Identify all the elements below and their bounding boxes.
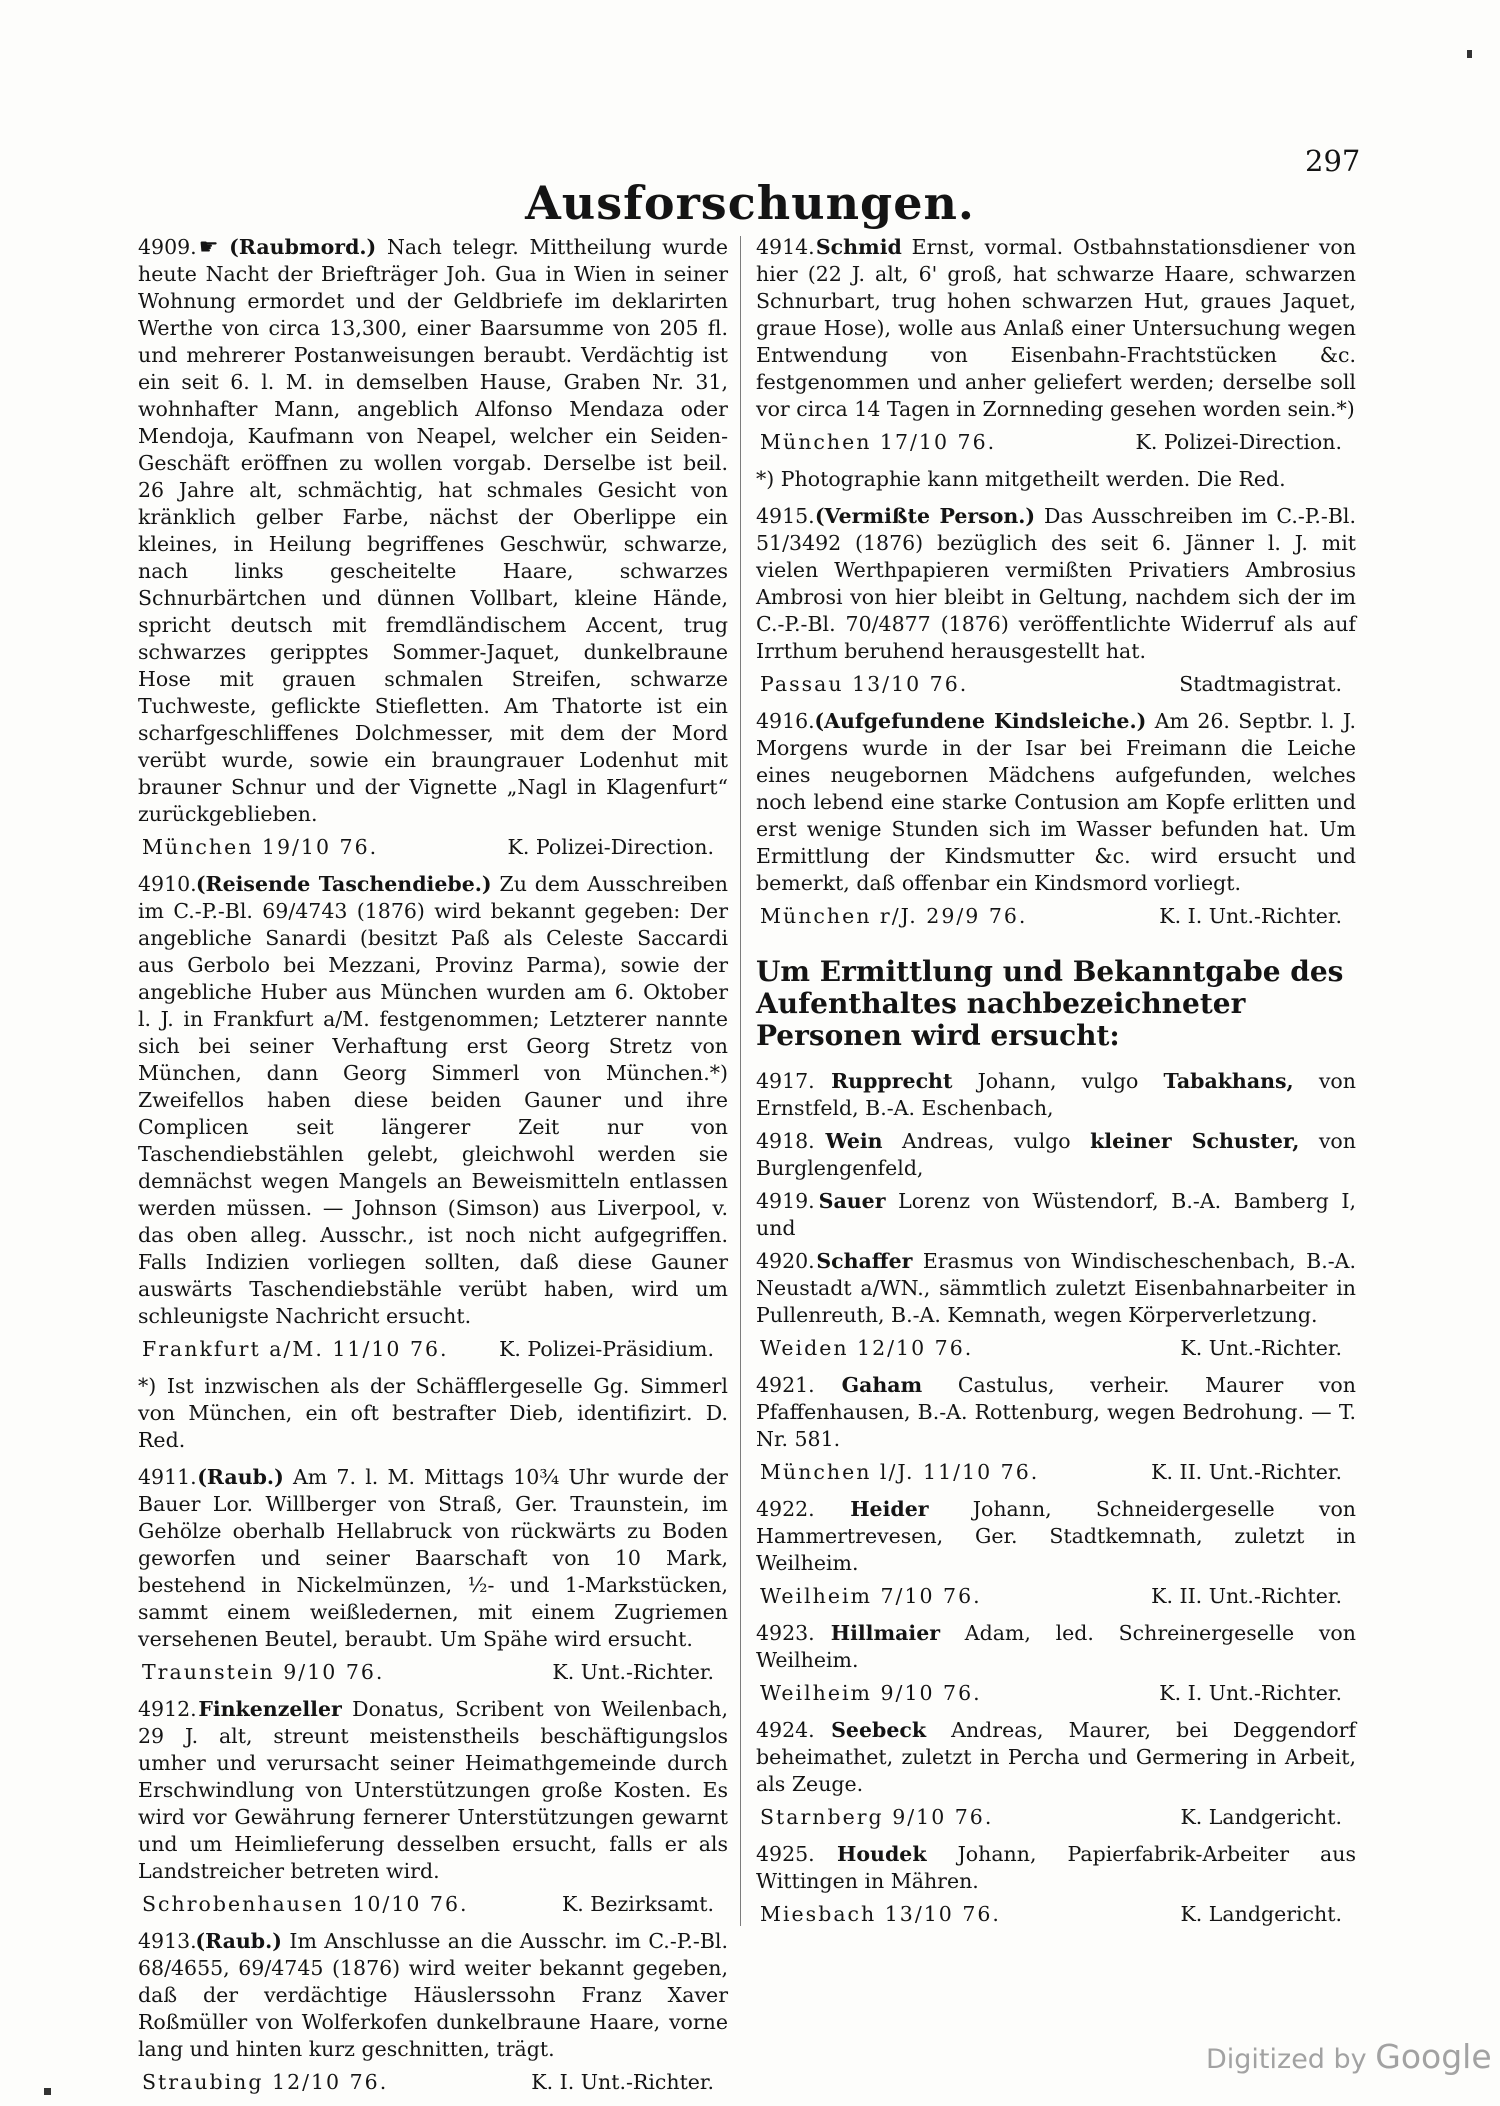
entry-keyword: Schmid	[815, 235, 902, 259]
signature-line	[756, 429, 1356, 456]
entry-body: Johann, vulgo	[977, 1069, 1139, 1093]
entry-4920	[756, 1248, 1356, 1362]
signature-place: Weilheim 9/10 76.	[760, 1681, 982, 1705]
signature-line	[756, 1335, 1356, 1362]
entry-keyword: Hillmaier	[830, 1621, 941, 1645]
signature-line	[756, 1680, 1356, 1707]
signature-line	[138, 2069, 728, 2096]
entry-number: 4911.	[138, 1465, 197, 1489]
entry-body: Lorenz von Wüstendorf, B.-A. Bamberg I, und	[756, 1189, 1356, 1240]
signature-office: K. I. Unt.-Richter.	[1159, 1681, 1342, 1705]
signature-office: Stadtmagistrat.	[1179, 672, 1342, 696]
signature-office: K. Bezirksamt.	[561, 1892, 714, 1916]
signature-line	[138, 1659, 728, 1686]
entry-4918	[756, 1128, 1356, 1182]
entry-number: 4924.	[756, 1718, 815, 1742]
entry-keyword: Gaham	[841, 1373, 923, 1397]
signature-line	[756, 671, 1356, 698]
entry-number: 4925.	[756, 1842, 815, 1866]
section-heading: Um Ermittlung und Bekanntgabe des Aufenthaltes nachbezeichneter Personen wird ersucht:	[756, 955, 1344, 1052]
entry-4912	[138, 1696, 728, 1918]
entry-4911	[138, 1464, 728, 1686]
entry-origin: von Ernstfeld, B.-A. Eschenbach,	[756, 1069, 1356, 1120]
entry-keyword: (Raub.)	[197, 1465, 284, 1489]
entry-number: 4923.	[756, 1621, 815, 1645]
entry-body: Das Ausschreiben im C.-P.-Bl. 51/3492 (1876) bezüglich des seit 6. Jänner l. J. mit vielen Werthpapieren vermißten Privatiers Ambrosius Ambrosi von hier bleibt in Geltung, nachdem sich der im C.-P.-Bl. 70/4877 (1876) veröffentlichte Widerruf als auf Irrthum beruhend herausgestellt hat.	[756, 504, 1356, 663]
entry-number: 4915.	[756, 504, 815, 528]
entry-4910	[138, 871, 728, 1363]
entry-body: Erasmus von Windischeschenbach, B.-A. Neustadt a/WN., sämmtlich zuletzt Eisenbahnarbeiter in Pullenreuth, B.-A. Kemnath, wegen Körperverletzung.	[756, 1249, 1356, 1327]
entry-body: Castulus, verheir. Maurer von Pfaffenhausen, B.-A. Rottenburg, wegen Bedrohung. — T. Nr. 581.	[756, 1373, 1356, 1451]
signature-place: Straubing 12/10 76.	[142, 2070, 389, 2094]
entry-body: Im Anschlusse an die Ausschr. im C.-P.-Bl. 68/4655, 69/4745 (1876) wird weiter bekannt gegeben, daß der verdächtige Häuslerssohn Franz Xaver Roßmüller von Wolferkofen dunkelbraune Haare, vorne lang und hinten kurz geschnitten, trägt.	[138, 1929, 728, 2061]
signature-office: K. Unt.-Richter.	[1180, 1336, 1342, 1360]
signature-line	[756, 903, 1356, 930]
signature-place: Weiden 12/10 76.	[760, 1336, 974, 1360]
pointing-hand-icon: ☛	[198, 235, 219, 260]
entry-body: Johann, Papierfabrik-Arbeiter aus Wittingen in Mähren.	[756, 1842, 1356, 1893]
entry-body: Johann, Schneidergeselle von Hammertrevesen, Ger. Stadtkemnath, zuletzt in Weilheim.	[756, 1497, 1356, 1575]
signature-office: K. Polizei-Präsidium.	[499, 1337, 714, 1361]
entry-alias: Tabakhans,	[1163, 1069, 1294, 1093]
entry-keyword: (Raub.)	[195, 1929, 282, 1953]
signature-place: Passau 13/10 76.	[760, 672, 969, 696]
entry-number: 4921.	[756, 1373, 815, 1397]
entry-body: Am 7. l. M. Mittags 10¾ Uhr wurde der Bauer Lor. Willberger von Straß, Ger. Traunstein, im Gehölze oberhalb Hellabruck von rückwärts zu Boden geworfen und seiner Baarschaft von 10 Mark, bestehend in Nickelmünzen, ½- und 1-Markstücken, sammt einem weißledernen, mit einem Zugriemen versehenen Beutel, beraubt. Um Spähe wird ersucht.	[138, 1465, 728, 1651]
signature-place: München 17/10 76.	[760, 430, 997, 454]
entry-4913	[138, 1928, 728, 2096]
signature-line	[138, 1891, 728, 1918]
column-divider	[740, 236, 741, 1926]
entry-number: 4910.	[138, 872, 197, 896]
entry-number: 4917.	[756, 1069, 815, 1093]
signature-office: K. Landgericht.	[1180, 1902, 1342, 1926]
entry-number: 4909.	[138, 235, 197, 259]
entry-4915	[756, 503, 1356, 698]
signature-place: Traunstein 9/10 76.	[142, 1660, 385, 1684]
entry-keyword: Schaffer	[816, 1249, 913, 1273]
entry-4922	[756, 1496, 1356, 1610]
entry-body: Nach telegr. Mittheilung wurde heute Nacht der Briefträger Joh. Gua in Wien in seiner Wohnung ermordet und der Geldbriefe im deklarirten Werthe von circa 13,300, einer Baarsumme von 205 fl. und mehrerer Postanweisungen beraubt. Verdächtig ist ein seit 6. l. M. in demselben Hause, Graben Nr. 31, wohnhafter Mann, angeblich Alfonso Mendaza oder Mendoja, Kaufmann von Neapel, welcher ein Seiden-Geschäft eröffnen zu wollen vorgab. Derselbe ist beil. 26 Jahre alt, schmächtig, hat schmales Gesicht von kränklich gelber Farbe, nächst der Oberlippe ein kleines, in Heilung begriffenes Geschwür, schwarze, nach links gescheitelte Haare, schwarzes Schnurbärtchen und dünnen Vollbart, kleine Hände, spricht deutsch mit fremdländischem Accent, trug schwarzes geripptes Sommer-Jaquet, dunkelbraune Hose mit grauen schmalen Streifen, schwarze Tuchweste, geflickte Stiefletten. Am Thatorte ist ein scharfgeschliffenes Dolchmesser, mit dem der Mord verübt wurde, sowie ein braungrauer Lodenhut mit brauner Schnur und der Vignette „Nagl in Klagenfurt“ zurückgeblieben.	[138, 235, 728, 826]
entry-number: 4919.	[756, 1189, 815, 1213]
entry-keyword: Seebeck	[831, 1718, 927, 1742]
entry-body: Adam, led. Schreinergeselle von Weilheim.	[756, 1621, 1356, 1672]
signature-line	[756, 1804, 1356, 1831]
entry-body: Ernst, vormal. Ostbahnstationsdiener von hier (22 J. alt, 6' groß, hat schwarze Haare, schwarzen Schnurbart, trug hohen schwarzen Hut, graues Jaquet, graue Hose), wolle aus Anlaß einer Untersuchung wegen Entwendung von Eisenbahn-Frachtstücken &c. festgenommen und anher geliefert werden; derselbe soll vor circa 14 Tagen in Zornneding gesehen worden sein.*)	[756, 235, 1356, 421]
signature-place: Miesbach 13/10 76.	[760, 1902, 1001, 1926]
entry-body: Andreas, vulgo	[902, 1129, 1071, 1153]
entry-number: 4922.	[756, 1497, 815, 1521]
signature-place: München l/J. 11/10 76.	[760, 1460, 1040, 1484]
entry-body: Andreas, Maurer, bei Deggendorf beheimathet, zuletzt in Percha und Germering in Arbeit, als Zeuge.	[756, 1718, 1356, 1796]
signature-office: K. I. Unt.-Richter.	[531, 2070, 714, 2094]
footnote: *) Ist inzwischen als der Schäfflergeselle Gg. Simmerl von München, ein oft bestrafter Dieb, identifizirt. D. Red.	[138, 1374, 728, 1452]
entry-number: 4912.	[138, 1697, 197, 1721]
entry-body: Donatus, Scribent von Weilenbach, 29 J. alt, streunt meistenstheils beschäftigungslos umher und verursacht seiner Heimathgemeinde durch Erschwindlung von Unterstützungen große Kosten. Es wird vor Gewährung fernerer Unterstützungen gewarnt und um Heimlieferung desselben ersucht, falls er als Landstreicher betreten wird.	[138, 1697, 728, 1883]
signature-office: K. I. Unt.-Richter.	[1159, 904, 1342, 928]
signature-place: Schrobenhausen 10/10 76.	[142, 1892, 469, 1916]
entry-keyword: Wein	[825, 1129, 883, 1153]
entry-number: 4916.	[756, 709, 815, 733]
signature-office: K. II. Unt.-Richter.	[1151, 1460, 1342, 1484]
signature-place: München r/J. 29/9 76.	[760, 904, 1028, 928]
entry-4914	[756, 234, 1356, 456]
entry-4925	[756, 1841, 1356, 1928]
entry-keyword: Heider	[850, 1497, 929, 1521]
scan-speck	[1467, 50, 1472, 58]
google-watermark	[1206, 2037, 1492, 2076]
entry-number: 4914.	[756, 235, 815, 259]
signature-office: K. Polizei-Direction.	[1135, 430, 1342, 454]
entry-number: 4920.	[756, 1249, 815, 1273]
entry-body: Zu dem Ausschreiben im C.-P.-Bl. 69/4743 (1876) wird bekannt gegeben: Der angebliche Sanardi (besitzt Paß als Celeste Saccardi aus Gerbolo bei Mezzani, Provinz Parma), sowie der angebliche Huber aus München wurden am 6. Oktober l. J. in Frankfurt a/M. festgenommen; Letzterer nannte sich bei seiner Verhaftung erst Georg Stretz von München, dann Georg Simmerl von München.*) Zweifellos haben diese beiden Gauner und ihre Complicen seit längerer Zeit nur von Taschendiebstählen gelebt, gleichwohl werden sie demnächst wegen Mangels an Beweismitteln entlassen werden müssen. — Johnson (Simson) aus Liverpool, v. das oben alleg. Ausschr., ist noch nicht aufgegriffen. Falls Indizien vorliegen sollten, daß diese Gauner auswärts Taschendiebstähle verübt haben, wird um schleunigste Nachricht ersucht.	[138, 872, 728, 1328]
entry-origin: von Burglengenfeld,	[756, 1129, 1356, 1180]
watermark-brand: Google	[1375, 2037, 1492, 2076]
section-title: Ausforschungen.	[525, 176, 975, 230]
scan-speck	[44, 2088, 51, 2095]
signature-line	[138, 1336, 728, 1363]
signature-line	[756, 1901, 1356, 1928]
watermark-prefix: Digitized by	[1206, 2044, 1367, 2075]
entry-number: 4918.	[756, 1129, 815, 1153]
signature-office: K. Landgericht.	[1180, 1805, 1342, 1829]
entry-alias: kleiner Schuster,	[1090, 1129, 1300, 1153]
entry-keyword: Houdek	[837, 1842, 927, 1866]
entry-keyword: Rupprecht	[831, 1069, 953, 1093]
entry-keyword: Sauer	[818, 1189, 886, 1213]
entry-4916	[756, 708, 1356, 930]
entry-4917	[756, 1068, 1356, 1122]
signature-place: Weilheim 7/10 76.	[760, 1584, 982, 1608]
signature-line	[138, 834, 728, 861]
entry-4919	[756, 1188, 1356, 1242]
entry-4909	[138, 234, 728, 861]
signature-place: Frankfurt a/M. 11/10 76.	[142, 1337, 449, 1361]
left-column	[138, 234, 728, 2106]
entry-4923	[756, 1620, 1356, 1707]
page-number: 297	[1305, 144, 1361, 178]
entry-keyword: Finkenzeller	[198, 1697, 342, 1721]
entry-4921	[756, 1372, 1356, 1486]
signature-place: München 19/10 76.	[142, 835, 379, 859]
signature-line	[756, 1583, 1356, 1610]
signature-place: Starnberg 9/10 76.	[760, 1805, 994, 1829]
signature-line	[756, 1459, 1356, 1486]
entry-keyword: (Reisende Taschendiebe.)	[195, 872, 492, 896]
right-column	[756, 234, 1356, 1938]
entry-4924	[756, 1717, 1356, 1831]
entry-keyword: (Aufgefundene Kindsleiche.)	[814, 709, 1147, 733]
entry-keyword: (Vermißte Person.)	[814, 504, 1036, 528]
footnote: *) Photographie kann mitgetheilt werden. Die Red.	[756, 467, 1286, 491]
entry-number: 4913.	[138, 1929, 197, 1953]
entry-keyword: (Raubmord.)	[229, 235, 377, 259]
signature-office: K. Polizei-Direction.	[507, 835, 714, 859]
signature-office: K. II. Unt.-Richter.	[1151, 1584, 1342, 1608]
signature-office: K. Unt.-Richter.	[552, 1660, 714, 1684]
entry-body: Am 26. Septbr. l. J. Morgens wurde in der Isar bei Freimann die Leiche eines neugebornen Mädchens aufgefunden, welches noch lebend eine starke Contusion am Kopfe erlitten und erst wenige Stunden sich im Wasser befunden hat. Um Ermittlung der Kindsmutter &c. wird ersucht und bemerkt, daß offenbar ein Kindsmord vorliegt.	[756, 709, 1356, 895]
